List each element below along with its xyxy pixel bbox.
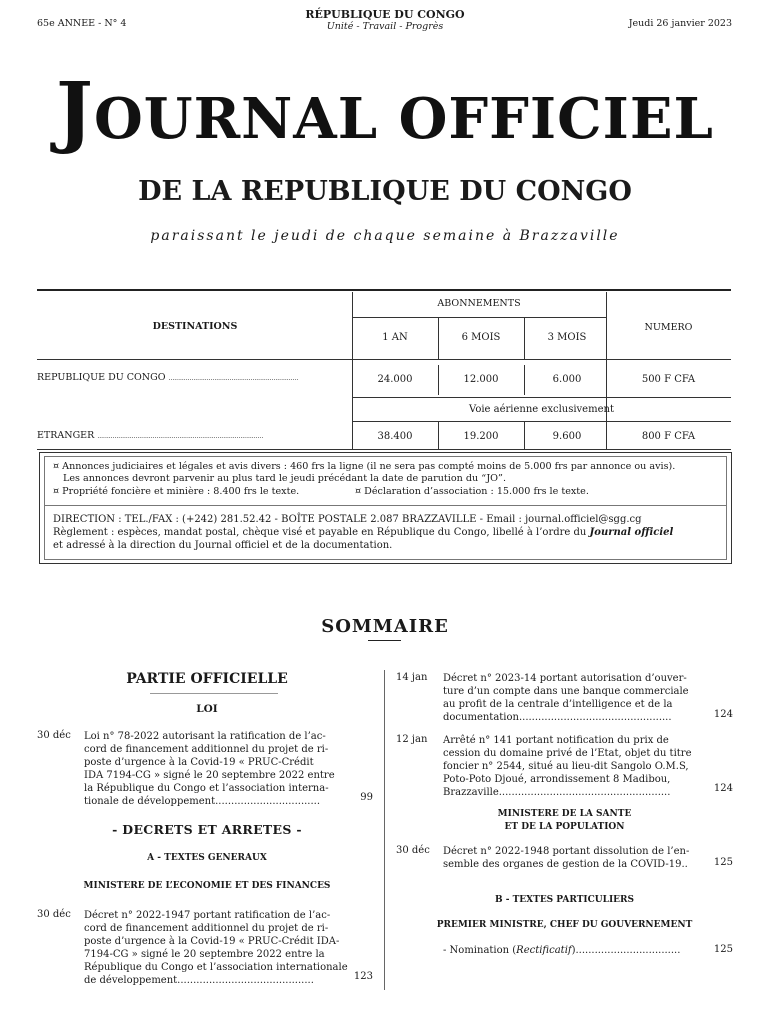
row-congo-label bbox=[37, 372, 337, 383]
entry-line: semble des organes de gestion de la COVID-19.. bbox=[443, 859, 688, 870]
period-3mois: 3 MOIS bbox=[547, 332, 587, 343]
masthead-rest: OURNAL OFFICIEL bbox=[93, 86, 714, 152]
dot-leader: ....................................................................................... bbox=[97, 433, 264, 440]
page-number: 124 bbox=[713, 783, 733, 794]
partie-underline bbox=[150, 693, 278, 694]
price-congo-3mois: 6.000 bbox=[552, 374, 582, 385]
row-label: REPUBLIQUE DU CONGO bbox=[37, 372, 166, 383]
reglement-text: Règlement : espèces, mandat postal, chèque visé et payable en République du Congo, libellé à l’ordre du bbox=[53, 527, 587, 538]
reglement-end: et adressé à la direction du Journal officiel et de la documentation. bbox=[53, 540, 393, 551]
sommaire-underline bbox=[368, 640, 401, 641]
toc-entry-loi-78-2022 bbox=[84, 730, 344, 808]
page-number: 125 bbox=[713, 857, 733, 868]
entry-date: 30 déc bbox=[37, 730, 71, 741]
entry-line: République du Congo et l’association internationale bbox=[84, 962, 348, 973]
entry-line: Décret n° 2022-1947 portant ratification de l’ac- bbox=[84, 910, 331, 921]
price-congo-1an: 24.000 bbox=[377, 374, 413, 385]
entry-date: 30 déc bbox=[37, 909, 71, 920]
price-etranger-numero: 800 F CFA bbox=[641, 431, 696, 442]
entry-line: cord de financement additionnel du projet de ri- bbox=[84, 744, 329, 755]
table-divider bbox=[352, 421, 731, 422]
entry-line: IDA 7194-CG » signé le 20 septembre 2022 entre bbox=[84, 770, 335, 781]
annonces-deadline: Les annonces devront parvenir au plus tard le jeudi précédant la date de parution du “JO”. bbox=[63, 473, 506, 484]
reglement-info bbox=[53, 527, 723, 540]
masthead-subtitle: DE LA REPUBLIQUE DU CONGO bbox=[138, 176, 632, 207]
issue-date: Jeudi 26 janvier 2023 bbox=[628, 18, 732, 29]
price-congo-numero: 500 F CFA bbox=[641, 374, 696, 385]
page-number: 125 bbox=[713, 944, 733, 955]
entry-line: Loi n° 78-2022 autorisant la ratification de l’ac- bbox=[84, 731, 326, 742]
entry-date: 14 jan bbox=[396, 672, 428, 683]
entry-line: cord de financement additionnel du projet de ri- bbox=[84, 923, 329, 934]
entry-line: poste d’urgence à la Covid-19 « PRUC-Crédit bbox=[84, 757, 314, 768]
toc-entry-decret-2023-14 bbox=[443, 672, 698, 724]
table-divider bbox=[606, 292, 607, 449]
premier-ministre-heading: PREMIER MINISTRE, CHEF DU GOUVERNEMENT bbox=[436, 920, 693, 930]
nomination-leader: )................................. bbox=[571, 945, 681, 956]
numero-header: NUMERO bbox=[644, 322, 693, 333]
journal-masthead bbox=[0, 66, 770, 157]
table-top-rule bbox=[37, 289, 731, 291]
direction-contact: DIRECTION : TEL./FAX : (+242) 281.52.42 - BOÎTE POSTALE 2.087 BRAZZAVILLE - Email : journal.officiel@sgg.cg bbox=[53, 514, 642, 525]
sommaire-title: SOMMAIRE bbox=[321, 616, 449, 637]
table-divider bbox=[352, 397, 731, 398]
masthead-initial: J bbox=[56, 66, 94, 157]
issue-number: 65e ANNEE - N° 4 bbox=[37, 18, 127, 29]
info-divider bbox=[44, 505, 726, 506]
entry-line: Brazzaville...................................................... bbox=[443, 787, 671, 798]
heading-line: MINISTERE DE LA SANTE bbox=[497, 809, 632, 819]
dot-leader: .................................................................... bbox=[168, 375, 299, 382]
price-etranger-3mois: 9.600 bbox=[552, 431, 582, 442]
declaration-association: ¤ Déclaration d’association : 15.000 frs le texte. bbox=[355, 486, 589, 497]
column-divider bbox=[384, 670, 385, 990]
page-number: 99 bbox=[360, 792, 373, 803]
entry-line: tionale de développement................................. bbox=[84, 796, 321, 807]
national-motto: Unité - Travail - Progrès bbox=[326, 21, 444, 32]
period-1an: 1 AN bbox=[382, 332, 408, 343]
textes-generaux-heading: A - TEXTES GENERAUX bbox=[147, 853, 267, 863]
annonces-info: ¤ Annonces judiciaires et légales et avis divers : 460 frs la ligne (il ne sera pas compté moins de 5.000 frs par annonce ou avis). bbox=[53, 461, 676, 472]
page-number: 123 bbox=[353, 971, 373, 982]
entry-line: documentation................................................ bbox=[443, 712, 672, 723]
propriete-fonciere: ¤ Propriété foncière et minière : 8.400 frs le texte. bbox=[53, 486, 300, 497]
toc-entry-arrete-141 bbox=[443, 734, 698, 799]
entry-line: ture d’un compte dans une banque commerciale bbox=[443, 686, 689, 697]
toc-entry-nomination bbox=[443, 944, 698, 957]
row-etranger-label bbox=[37, 430, 337, 441]
nomination-text: - Nomination ( bbox=[443, 945, 517, 956]
entry-line: Décret n° 2022-1948 portant dissolution de l’en- bbox=[443, 846, 690, 857]
table-bottom-rule bbox=[37, 449, 731, 450]
textes-particuliers-heading: B - TEXTES PARTICULIERS bbox=[494, 895, 635, 905]
price-congo-6mois: 12.000 bbox=[463, 374, 499, 385]
price-etranger-6mois: 19.200 bbox=[463, 431, 499, 442]
price-etranger-1an: 38.400 bbox=[377, 431, 413, 442]
entry-date: 30 déc bbox=[396, 845, 430, 856]
entry-line: Poto-Poto Djoué, arrondissement 8 Madibou, bbox=[443, 774, 671, 785]
heading-line: ET DE LA POPULATION bbox=[504, 822, 625, 832]
voie-aerienne-note: Voie aérienne exclusivement bbox=[469, 404, 614, 415]
entry-line: poste d’urgence à la Covid-19 « PRUC-Crédit IDA- bbox=[84, 936, 340, 947]
period-6mois: 6 MOIS bbox=[461, 332, 501, 343]
table-divider bbox=[352, 317, 606, 318]
partie-officielle-heading: PARTIE OFFICIELLE bbox=[126, 671, 288, 687]
masthead-tagline: paraissant le jeudi de chaque semaine à Brazzaville bbox=[150, 228, 620, 244]
destinations-header: DESTINATIONS bbox=[152, 321, 238, 332]
entry-date: 12 jan bbox=[396, 734, 428, 745]
entry-line: de développement........................................... bbox=[84, 975, 314, 986]
nomination-rectificatif: Rectificatif bbox=[516, 945, 572, 956]
reglement-journal: Journal officiel bbox=[589, 527, 674, 538]
table-divider bbox=[37, 359, 731, 360]
decrets-arretes-heading: - DECRETS ET ARRETES - bbox=[112, 822, 302, 837]
table-divider bbox=[352, 292, 353, 449]
ministere-sante-heading bbox=[396, 808, 733, 834]
page-number: 124 bbox=[713, 709, 733, 720]
entry-line: Décret n° 2023-14 portant autorisation d’ouver- bbox=[443, 673, 687, 684]
ministere-economie-heading: MINISTERE DE L’ECONOMIE ET DES FINANCES bbox=[83, 881, 331, 891]
entry-line: foncier n° 2544, situé au lieu-dit Sangolo O.M.S, bbox=[443, 761, 689, 772]
entry-line: 7194-CG » signé le 20 septembre 2022 entre la bbox=[84, 949, 325, 960]
toc-entry-decret-2022-1947 bbox=[84, 909, 349, 987]
republic-title: RÉPUBLIQUE DU CONGO bbox=[305, 8, 465, 21]
entry-line: Arrêté n° 141 portant notification du prix de bbox=[443, 735, 669, 746]
abonnements-header: ABONNEMENTS bbox=[437, 298, 521, 309]
entry-line: la République du Congo et l’association interna- bbox=[84, 783, 329, 794]
entry-line: au profit de la centrale d’intelligence et de la bbox=[443, 699, 673, 710]
loi-heading: LOI bbox=[196, 703, 218, 715]
toc-entry-decret-2022-1948 bbox=[443, 845, 698, 871]
row-label: ETRANGER bbox=[37, 430, 95, 441]
entry-line: cession du domaine privé de l’Etat, objet du titre bbox=[443, 748, 692, 759]
